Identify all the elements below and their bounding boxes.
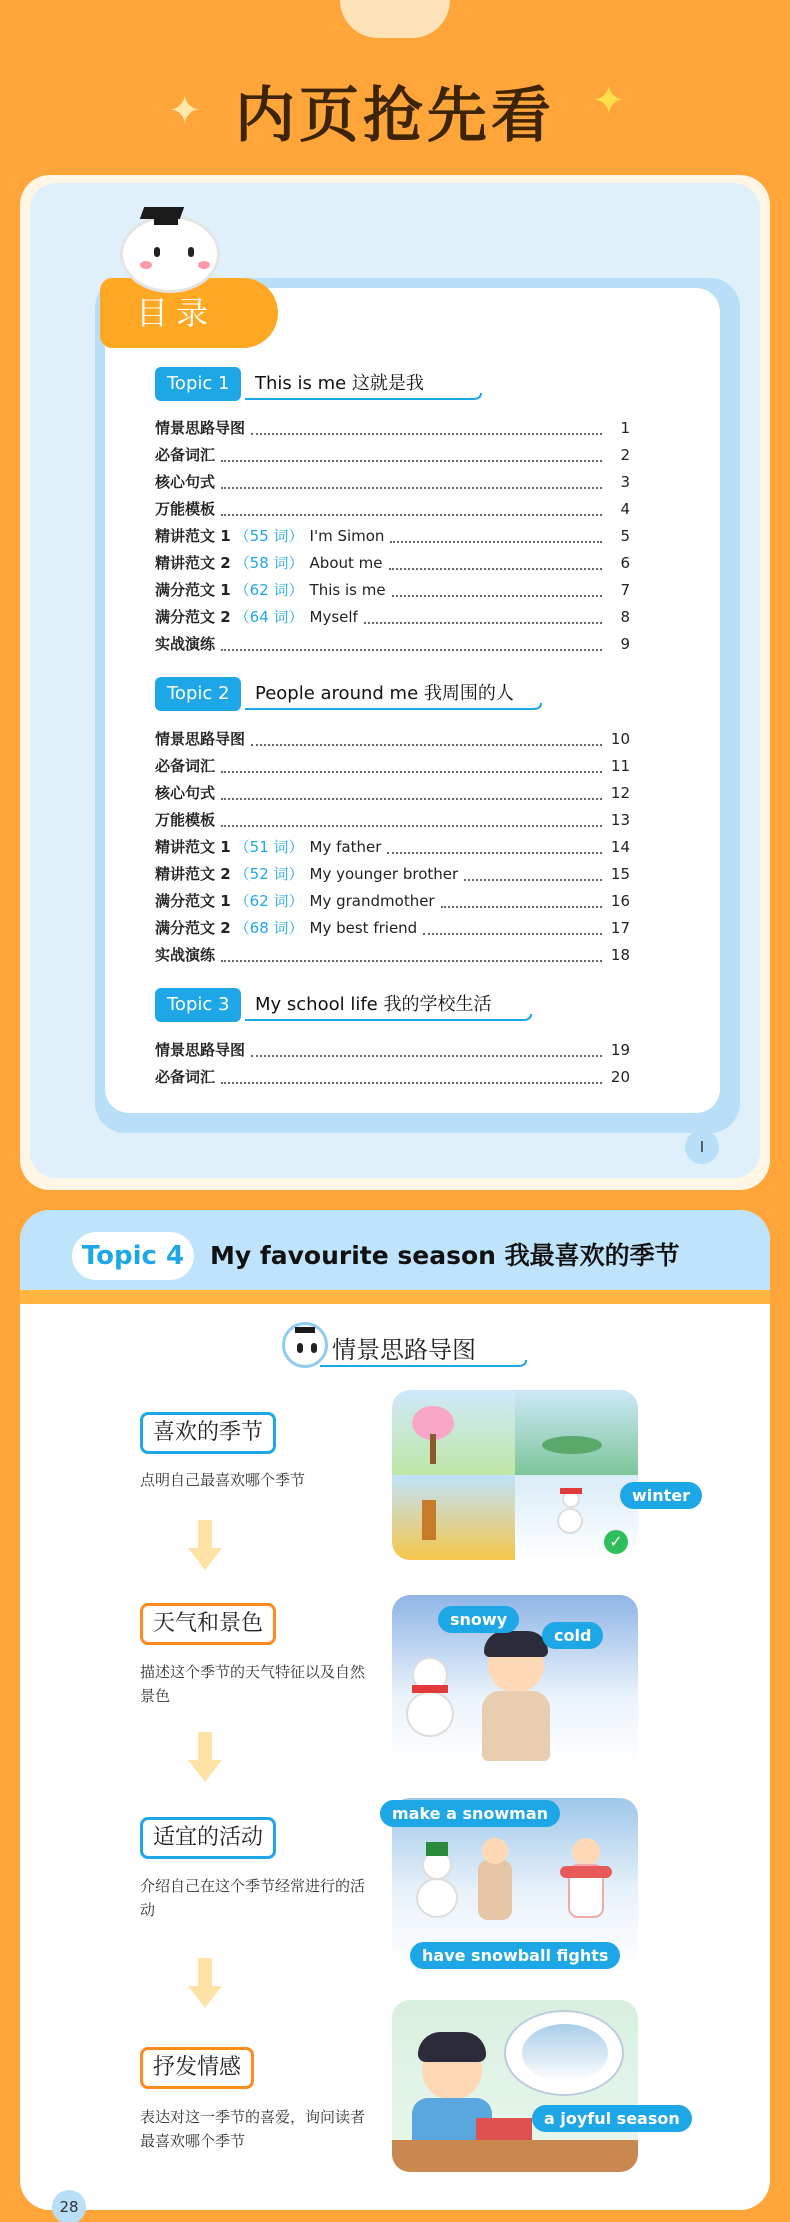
- toc-row-label: 精讲范文 2: [155, 865, 231, 883]
- toc-page-number: 5: [620, 527, 630, 545]
- step-4-label: 抒发情感: [140, 2047, 254, 2089]
- toc-page-number: 11: [610, 757, 630, 775]
- toc-row-label: 满分范文 2: [155, 919, 231, 937]
- toc-page-number: 4: [620, 500, 630, 518]
- toc-leader-dots: [251, 732, 602, 746]
- seasons-illustration: [392, 1390, 638, 1560]
- toc-page-number: 13: [610, 811, 630, 829]
- toc-page-number: 16: [610, 892, 630, 910]
- keyword-bubble: snowy: [438, 1606, 519, 1633]
- toc-page-number: 6: [620, 554, 630, 572]
- step-1-description: 点明自己最喜欢哪个季节: [140, 1471, 306, 1489]
- step-3-description: 介绍自己在这个季节经常进行的活动: [140, 1877, 366, 1919]
- mascot-icon: [110, 195, 230, 295]
- toc-row[interactable]: [155, 726, 630, 752]
- down-arrow-icon: [188, 1958, 222, 2008]
- topic-underline-icon: [245, 1014, 535, 1026]
- topic-underline-icon: [245, 393, 485, 405]
- keyword-bubble: a joyful season: [532, 2105, 692, 2132]
- toc-row[interactable]: [155, 834, 630, 860]
- toc-word-count: （68 词）: [234, 919, 304, 937]
- toc-leader-dots: [464, 867, 602, 881]
- toc-word-count: （62 词）: [234, 581, 304, 599]
- toc-page-number: 17: [610, 919, 630, 937]
- toc-row[interactable]: [155, 631, 630, 657]
- toc-leader-dots: [221, 813, 602, 827]
- toc-page-number: 14: [610, 838, 630, 856]
- topic-2-badge: Topic 2: [155, 677, 241, 711]
- toc-leader-dots: [221, 948, 602, 962]
- toc-essay-title: My younger brother: [309, 865, 459, 883]
- toc-leader-dots: [221, 1070, 602, 1084]
- toc-leader-dots: [221, 502, 602, 516]
- toc-row[interactable]: [155, 861, 630, 887]
- down-arrow-icon: [188, 1520, 222, 1570]
- toc-word-count: （62 词）: [234, 892, 304, 910]
- toc-row-label: 满分范文 1: [155, 892, 231, 910]
- toc-row[interactable]: [155, 469, 630, 495]
- keyword-bubble: cold: [542, 1622, 603, 1649]
- toc-row-label: 实战演练: [155, 946, 216, 964]
- page-title: 内页抢先看: [235, 81, 555, 151]
- toc-essay-title: My father: [309, 838, 382, 856]
- toc-essay-title: This is me: [309, 581, 386, 599]
- toc-essay-title: I'm Simon: [309, 527, 385, 545]
- sparkle-icon: ✦: [168, 88, 202, 134]
- toc-row[interactable]: [155, 753, 630, 779]
- toc-page-number: 12: [610, 784, 630, 802]
- toc-row[interactable]: [155, 604, 630, 630]
- topic-underline-icon: [245, 703, 545, 715]
- toc-page-number: 9: [620, 635, 630, 653]
- step-1-label: 喜欢的季节: [140, 1412, 276, 1454]
- toc-leader-dots: [221, 475, 602, 489]
- toc-leader-dots: [364, 610, 602, 624]
- section-title: 情景思路导图: [332, 1336, 476, 1364]
- toc-leader-dots: [423, 921, 602, 935]
- toc-page-number: 20: [610, 1068, 630, 1086]
- toc-page-number: 2: [620, 446, 630, 464]
- toc-word-count: （58 词）: [234, 554, 304, 572]
- toc-essay-title: About me: [309, 554, 383, 572]
- keyword-bubble: have snowball fights: [410, 1942, 620, 1969]
- toc-row-label: 精讲范文 1: [155, 527, 231, 545]
- toc-row[interactable]: [155, 1037, 630, 1063]
- keyword-bubble: make a snowman: [380, 1800, 560, 1827]
- star-icon: ✦: [592, 78, 626, 124]
- toc-row-label: 必备词汇: [155, 1068, 216, 1086]
- toc-essay-title: My best friend: [309, 919, 418, 937]
- toc-leader-dots: [389, 556, 603, 570]
- toc-essay-title: Myself: [309, 608, 358, 626]
- toc-row[interactable]: [155, 915, 630, 941]
- step-3-label: 适宜的活动: [140, 1817, 276, 1859]
- toc-leader-dots: [251, 421, 602, 435]
- toc-row-label: 核心句式: [155, 473, 216, 491]
- toc-essay-title: My grandmother: [309, 892, 435, 910]
- top-notch-decoration: [340, 0, 450, 38]
- topic-2-title: People around me 我周围的人: [255, 683, 514, 704]
- topic4-panel: [20, 1210, 770, 2210]
- toc-row-label: 实战演练: [155, 635, 216, 653]
- keyword-bubble: winter: [620, 1482, 702, 1509]
- toc-row-label: 核心句式: [155, 784, 216, 802]
- toc-leader-dots: [221, 786, 602, 800]
- toc-leader-dots: [221, 759, 602, 773]
- toc-row[interactable]: [155, 523, 630, 549]
- toc-page-number: 7: [620, 581, 630, 599]
- down-arrow-icon: [188, 1732, 222, 1782]
- toc-row[interactable]: [155, 415, 630, 441]
- topic-3-title: My school life 我的学校生活: [255, 994, 492, 1015]
- toc-row-label: 精讲范文 2: [155, 554, 231, 572]
- step-4-description: 表达对这一季节的喜爱，询问读者最喜欢哪个季节: [140, 2108, 366, 2150]
- page-number-badge: I: [685, 1130, 719, 1164]
- toc-row-label: 情景思路导图: [155, 419, 246, 437]
- step-2-label: 天气和景色: [140, 1603, 276, 1645]
- topic4-header-stripe: [20, 1290, 770, 1304]
- toc-row[interactable]: [155, 942, 630, 968]
- toc-leader-dots: [390, 529, 602, 543]
- topic-2-heading: [155, 677, 555, 711]
- toc-row[interactable]: [155, 550, 630, 576]
- toc-page-number: 19: [610, 1041, 630, 1059]
- toc-page-number: 8: [620, 608, 630, 626]
- toc-leader-dots: [221, 448, 602, 462]
- toc-leader-dots: [387, 840, 602, 854]
- toc-row-label: 万能模板: [155, 811, 216, 829]
- toc-row-label: 必备词汇: [155, 757, 216, 775]
- toc-page-number: 3: [620, 473, 630, 491]
- toc-tab: 目录: [100, 278, 278, 348]
- check-icon: ✓: [604, 1530, 628, 1554]
- toc-row[interactable]: [155, 1064, 630, 1090]
- toc-row[interactable]: [155, 496, 630, 522]
- toc-leader-dots: [221, 637, 602, 651]
- toc-row-label: 万能模板: [155, 500, 216, 518]
- topic-3-badge: Topic 3: [155, 988, 241, 1022]
- toc-row[interactable]: [155, 442, 630, 468]
- toc-leader-dots: [441, 894, 602, 908]
- topic-1-heading: [155, 367, 495, 401]
- toc-row-label: 满分范文 2: [155, 608, 231, 626]
- toc-word-count: （51 词）: [234, 838, 304, 856]
- toc-row-label: 满分范文 1: [155, 581, 231, 599]
- section-underline-icon: [320, 1360, 530, 1372]
- toc-word-count: （55 词）: [234, 527, 304, 545]
- toc-page-number: 10: [610, 730, 630, 748]
- emotion-illustration: [392, 2000, 638, 2172]
- toc-row[interactable]: [155, 888, 630, 914]
- toc-page-number: 15: [610, 865, 630, 883]
- topic-3-heading: [155, 988, 555, 1022]
- step-2-description: 描述这个季节的天气特征以及自然景色: [140, 1663, 366, 1705]
- toc-row[interactable]: [155, 807, 630, 833]
- toc-row-label: 情景思路导图: [155, 1041, 246, 1059]
- toc-word-count: （52 词）: [234, 865, 304, 883]
- toc-row[interactable]: [155, 780, 630, 806]
- topic-1-title: This is me 这就是我: [255, 373, 424, 394]
- topic-1-badge: Topic 1: [155, 367, 241, 401]
- toc-row-label: 精讲范文 1: [155, 838, 231, 856]
- toc-row[interactable]: [155, 577, 630, 603]
- toc-page-number: 18: [610, 946, 630, 964]
- topic4-badge: Topic 4: [72, 1232, 194, 1280]
- toc-page-number: 1: [620, 419, 630, 437]
- toc-leader-dots: [251, 1043, 602, 1057]
- toc-row-label: 情景思路导图: [155, 730, 246, 748]
- toc-word-count: （64 词）: [234, 608, 304, 626]
- page-number-badge: 28: [52, 2190, 86, 2222]
- toc-row-label: 必备词汇: [155, 446, 216, 464]
- topic4-title: My favourite season 我最喜欢的季节: [210, 1241, 680, 1270]
- toc-leader-dots: [392, 583, 602, 597]
